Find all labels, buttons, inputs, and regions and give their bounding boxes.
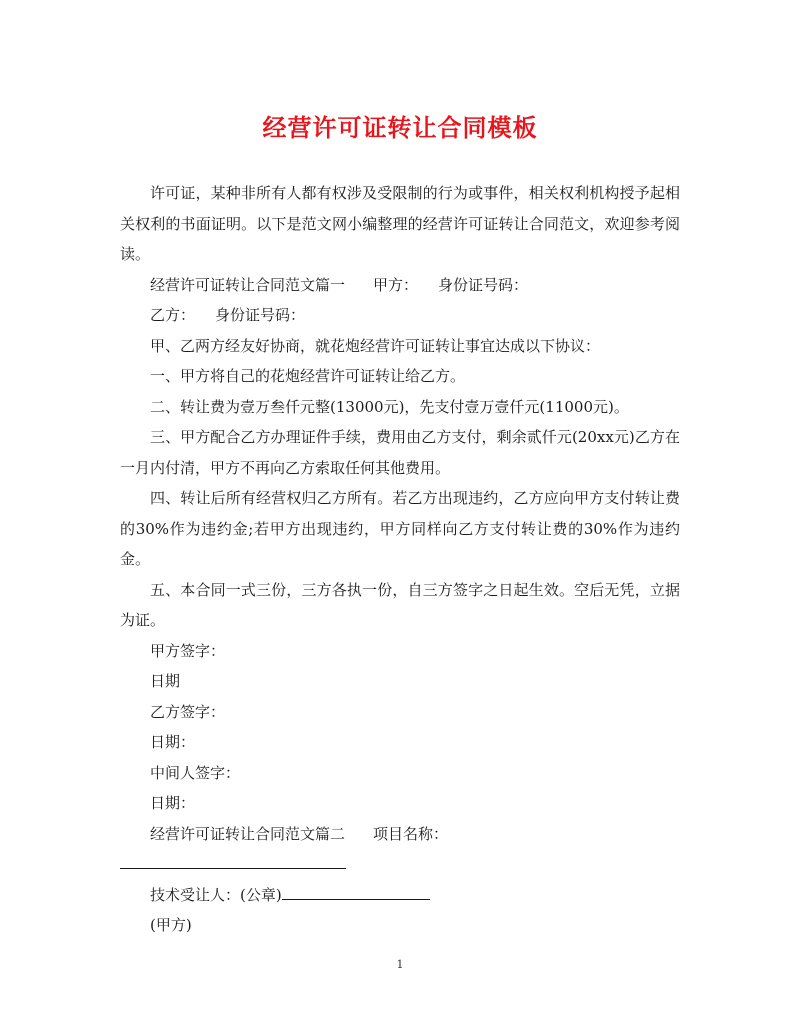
signature-party-a: 甲方签字： <box>150 641 226 660</box>
page-number: 1 <box>396 958 404 971</box>
document-title: 经营许可证转让合同模板 <box>262 113 538 142</box>
clause-1: 一、甲方将自己的花炮经营许可证转让给乙方。 <box>150 367 466 385</box>
section1-line <box>120 270 680 301</box>
party-a-paren: (甲方) <box>150 916 192 934</box>
signature-date-3: 日期： <box>150 794 196 812</box>
signature-intermediary: 中间人签字： <box>150 763 241 782</box>
section1-heading: 经营许可证转让合同范文篇一 <box>150 275 346 294</box>
project-name-blank <box>120 854 346 869</box>
party-b-line <box>120 300 680 331</box>
project-name-blank-line <box>120 849 680 880</box>
clause-5: 五、本合同一式三份，三方各执一份，自三方签字之日起生效。空后无凭，立据为证。 <box>120 580 680 629</box>
assignee-label: 技术受让人：(公章) <box>150 885 282 904</box>
section2-line <box>120 819 680 850</box>
signature-party-b: 乙方签字： <box>150 702 226 721</box>
intro-paragraph: 许可证，某种非所有人都有权涉及受限制的行为或事件，相关权利机构授予起相关权利的书面证明。以下是范文网小编整理的经营许可证转让合同范文，欢迎参考阅读。 <box>120 184 680 263</box>
clause-2: 二、转让费为壹万叁仟元整(13000元)，先支付壹万壹仟元(11000元)。 <box>150 397 629 416</box>
document-body <box>120 178 680 941</box>
signature-date-2: 日期： <box>150 733 196 751</box>
assignee-line <box>120 880 680 911</box>
party-a-label: 甲方： <box>373 275 419 294</box>
party-b-label: 乙方： <box>150 306 196 324</box>
signature-date-1: 日期 <box>150 672 181 690</box>
section2-heading: 经营许可证转让合同范文篇二 <box>150 824 346 843</box>
clause-preamble: 甲、乙两方经友好协商，就花炮经营许可证转让事宜达成以下协议： <box>150 336 601 355</box>
project-name-label: 项目名称： <box>373 824 449 843</box>
clause-4: 四、转让后所有经营权归乙方所有。若乙方出现违约，乙方应向甲方支付转让费的30%作为违约金;若甲方出现违约，甲方同样向乙方支付转让费的30%作为违约金。 <box>120 489 680 568</box>
party-a-id-label: 身份证号码： <box>438 275 529 294</box>
assignee-blank <box>282 885 430 900</box>
party-b-id-label: 身份证号码： <box>215 306 306 324</box>
clause-3: 三、甲方配合乙方办理证件手续，费用由乙方支付，剩余贰仟元(20xx元)乙方在一月内付清，甲方不再向乙方索取任何其他费用。 <box>120 428 680 477</box>
